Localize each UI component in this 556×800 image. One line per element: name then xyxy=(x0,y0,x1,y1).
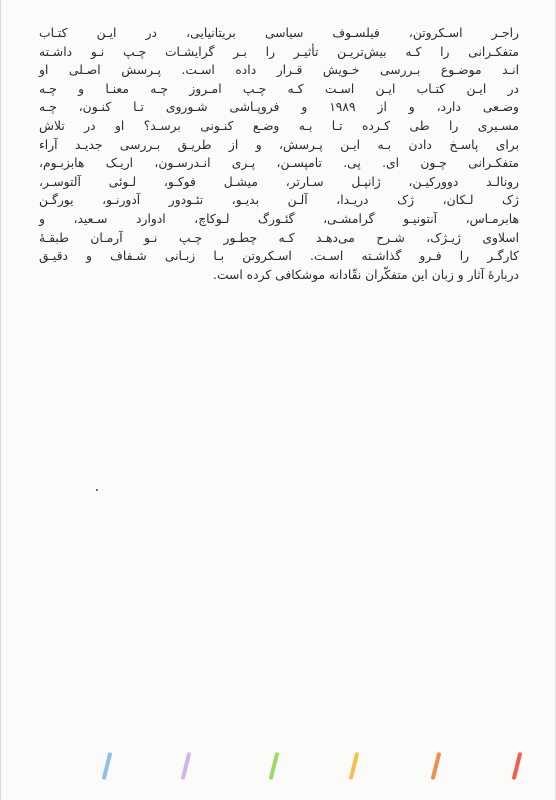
blurb-line: کارگـر را فـرو گذاشـته اسـت. اسـکروتن بـا زبـانی شـفاف و دقیـق xyxy=(39,249,519,264)
decorative-color-stroke xyxy=(181,752,192,780)
blurb-line: در ایـن کتـاب ایـن اسـت کـه چـپ امـروز چـه معنـا و چـه xyxy=(39,81,519,96)
blurb-line: مسـیری را طی کـرده تـا بـه وضـع کنـونی برسـد؟ او در تلاش xyxy=(39,118,519,133)
blurb-line: ژک لـکان، ژک دریـدا، آلـن بدیـو، تئـودور آدورنـو، یورگـن xyxy=(39,193,519,208)
decorative-color-stroke xyxy=(349,752,360,780)
blurb-line: متفکـرانی چـون ای. پی. تامپسـن، پـری انـدرسـون، اریـک هابزبـوم، xyxy=(39,156,519,171)
blurb-line: دربارهٔ آثار و زبان این متفکّران نقّادانه موشکافی کرده است. xyxy=(213,267,519,282)
blurb-line: برای پاسـخ دادن بـه ایـن پـرسش، و از طریـق بـررسی جدیـد آراء xyxy=(39,137,519,152)
blurb-line: وضـعی دارد، و از ۱۹۸۹ و فروپـاشی شـوروی تـا کنـون، چـه xyxy=(39,100,519,115)
print-speck xyxy=(96,489,98,491)
decorative-color-stroke xyxy=(431,752,442,780)
blurb-line: راجـر اسـکروتن، فیلسـوف سیاسی بریتانیایی، در ایـن کتـاب xyxy=(39,26,519,40)
blurb-line: هابرمـاس، آنتونیـو گرامشـی، گئـورگ لـوکاچ، ادوارد سـعید، و xyxy=(39,211,519,226)
blurb-line: انـد موضـوع بـررسی خـویش قـرار داده اسـت. پـرسش اصـلی او xyxy=(39,63,519,78)
decorative-color-stroke xyxy=(269,752,280,780)
decorative-color-stroke xyxy=(102,752,113,780)
back-cover-blurb xyxy=(39,24,519,284)
blurb-line: متفکـرانی را کـه بیش‌تریـن تأثیـر را بـر گرایشـات چـپ نـو داشـته xyxy=(39,44,519,59)
blurb-line: رونالـد دووركيـن، ژانپـل سـارتر، میشـل فوکـو، لـوئی آلتوسـر، xyxy=(39,174,519,189)
blurb-line: اسلاوی ژیـژک، شـرح می‌دهـد کـه چطـور چـپ نـو آرمـان طبقـهٔ xyxy=(39,230,519,245)
decorative-color-stroke xyxy=(512,752,523,780)
